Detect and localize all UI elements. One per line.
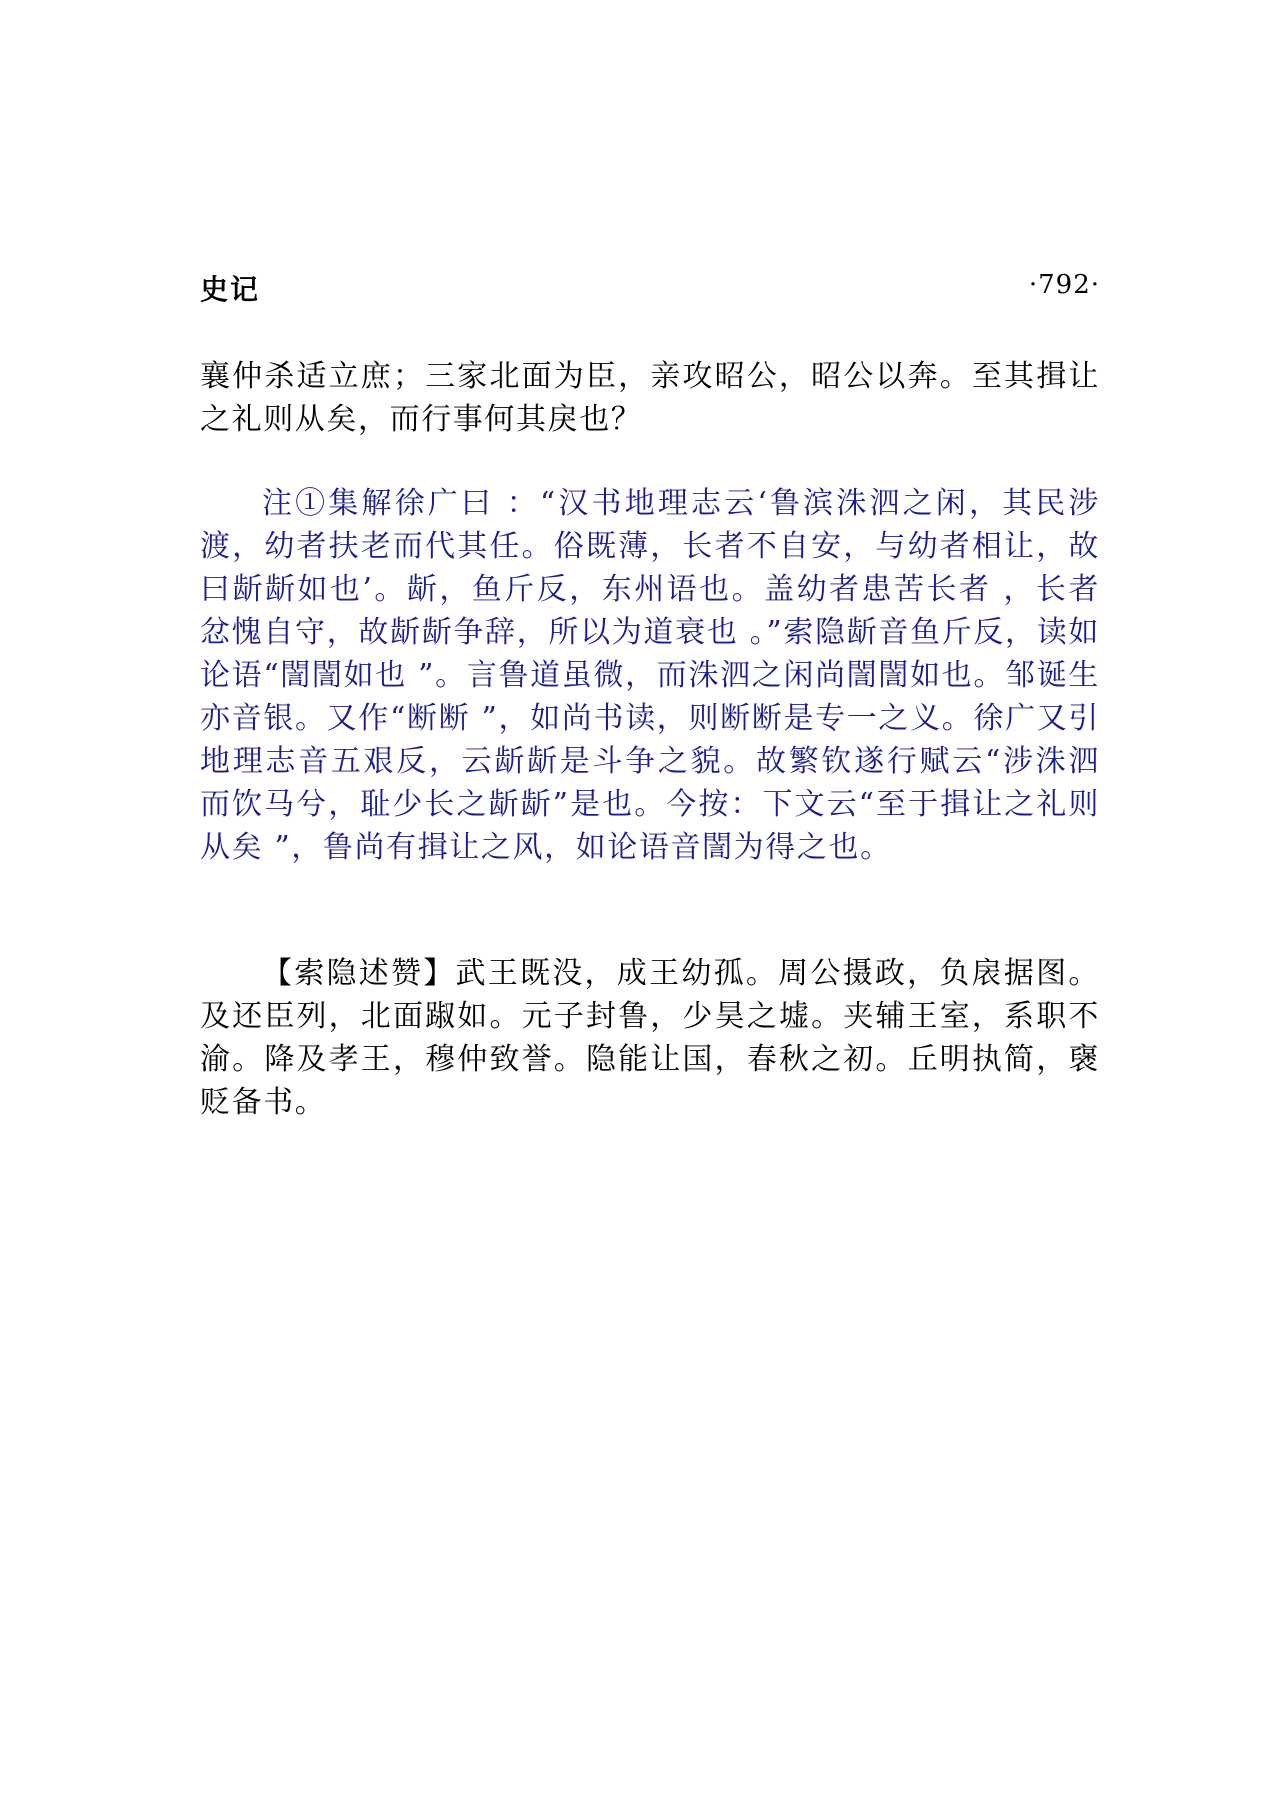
page-number: ·792· [1028,270,1100,300]
main-text-paragraph: 襄仲杀适立庶；三家北面为臣，亲攻昭公，昭公以奔。至其揖让之礼则从矣，而行事何其戾也？ [200,359,1100,437]
suoyin-zan-paragraph: 【索隐述赞】武王既没，成王幼孤。周公摄政，负扆据图。及还臣列，北面踧如。元子封鲁，少昊之墟。夹辅王室，系职不渝。降及孝王，穆仲致誉。隐能让国，春秋之初。丘明执简，襃贬备书。 [200,956,1100,1120]
book-title: 史记 [200,273,261,306]
annotation-paragraph: 注①集解徐广曰 ：“汉书地理志云‘鲁滨洙泗之闲，其民涉渡，幼者扶老而代其任。俗既薄，长者不自安，与幼者相让，故曰龂龂如也’。龂，鱼斤反，东州语也。盖幼者患苦长者 ，长者忿愧自守，故龂龂争辞，所以为道衰也 。”索隐龂音鱼斤反，读如论语“誾誾如也 ”。言鲁道虽微，而洙泗之闲尚誾誾如也。邹诞生亦音银。又作“断断 ”，如尚书读，则断断是专一之义。徐广又引地理志音五艰反，云龂龂是斗争之貌。故繁钦遂行赋云“涉洙泗而饮马兮，耻少长之龂龂”是也。今按：下文云“至于揖让之礼则从矣 ”，鲁尚有揖让之风，如论语音誾为得之也。 [200,486,1100,865]
page-header [200,268,1100,308]
